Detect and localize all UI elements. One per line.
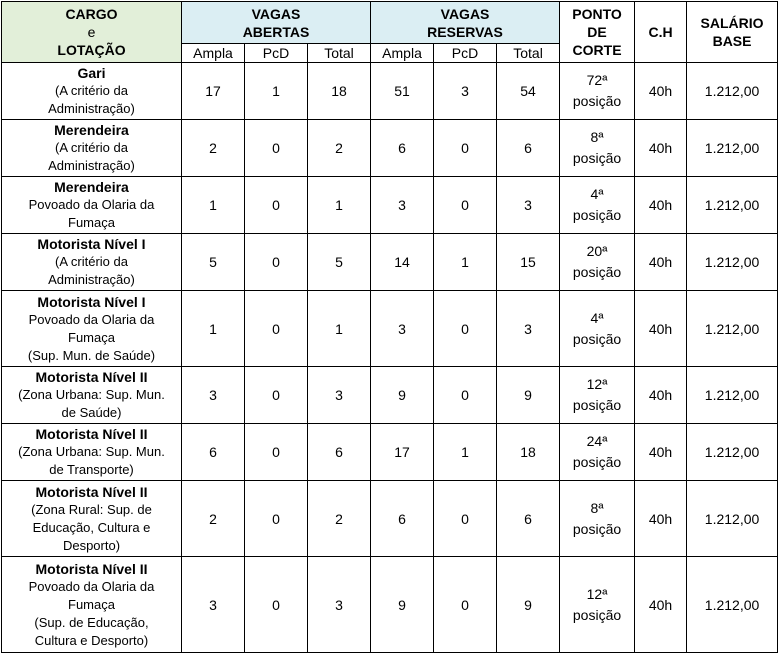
table-row [2, 367, 778, 424]
cell-ponto-corte [560, 234, 635, 291]
cell-ab-pcd: 1 [245, 63, 308, 120]
cell-res-pcd: 3 [434, 63, 497, 120]
cell-cargo [2, 120, 182, 177]
header-ponto-line3: CORTE [572, 42, 622, 58]
cell-res-total: 9 [497, 367, 560, 424]
cell-ponto-corte [560, 481, 635, 557]
cell-ab-total: 2 [308, 481, 371, 557]
cargo-name: Motorista Nível II [35, 426, 148, 442]
cell-ab-total: 1 [308, 177, 371, 234]
header-vagas-abertas-line2: ABERTAS [242, 23, 310, 40]
ponto-corte-line: posição [572, 454, 622, 470]
table-row [2, 234, 778, 291]
cargo-name: Gari [77, 65, 106, 81]
ponto-corte-line: 12ª [586, 585, 608, 602]
cell-ch: 40h [635, 481, 687, 557]
header-vagas-reservas-line1: VAGAS [440, 5, 490, 22]
table-row [2, 63, 778, 120]
cell-ab-ampla: 3 [182, 557, 245, 653]
cell-res-ampla: 3 [371, 177, 434, 234]
cargo-name: Merendeira [54, 179, 129, 195]
cell-res-ampla: 6 [371, 120, 434, 177]
cell-ab-pcd: 0 [245, 367, 308, 424]
header-ponto-line1: PONTO [572, 6, 622, 22]
cargo-lotacao-line: de Saúde) [61, 405, 122, 420]
cargo-lotacao-line: Fumaça [68, 329, 115, 345]
cell-salario: 1.212,00 [687, 424, 778, 481]
cargo-lotacao-line: de Transporte) [49, 462, 134, 477]
ponto-corte-line: posição [572, 207, 622, 223]
cell-res-ampla: 17 [371, 424, 434, 481]
ponto-corte-line: 4ª [590, 309, 604, 326]
cargo-lotacao-line: (Sup. de Educação, [34, 614, 149, 630]
cell-ch: 40h [635, 367, 687, 424]
cell-salario: 1.212,00 [687, 367, 778, 424]
table-row [2, 557, 778, 653]
header-cargo-line1: CARGO [65, 6, 118, 22]
cargo-lotacao-line: Administração) [48, 272, 135, 287]
cell-ab-ampla: 5 [182, 234, 245, 291]
cell-cargo [2, 63, 182, 120]
cell-res-ampla: 6 [371, 481, 434, 557]
cell-ab-total: 2 [308, 120, 371, 177]
header-reservas-total: Total [497, 44, 560, 63]
header-cargo-line2: e [87, 24, 96, 40]
cargo-lotacao-line: Povoado da Olaria da [28, 578, 155, 594]
cell-ch: 40h [635, 557, 687, 653]
cargo-lotacao-line: Cultura e Desporto) [34, 632, 149, 648]
cargo-lotacao-line: Povoado da Olaria da [28, 197, 155, 212]
header-salario-line2: BASE [712, 33, 752, 49]
cell-ponto-corte [560, 177, 635, 234]
header-vagas-abertas-line1: VAGAS [251, 5, 301, 22]
cell-ch: 40h [635, 234, 687, 291]
cell-res-total: 6 [497, 481, 560, 557]
cell-res-ampla: 51 [371, 63, 434, 120]
cell-ab-ampla: 3 [182, 367, 245, 424]
cargo-lotacao-line: (Zona Urbana: Sup. Mun. [18, 387, 165, 402]
header-vagas-reservas [371, 2, 560, 44]
header-reservas-pcd: PcD [434, 44, 497, 63]
cell-res-total: 3 [497, 291, 560, 367]
header-ponto-corte [560, 2, 635, 63]
cell-ab-total: 1 [308, 291, 371, 367]
cargo-lotacao-line: Fumaça [68, 596, 115, 612]
table-row [2, 177, 778, 234]
cell-ponto-corte [560, 120, 635, 177]
header-vagas-reservas-line2: RESERVAS [427, 23, 503, 40]
cargo-lotacao-line: Povoado da Olaria da [28, 311, 155, 327]
cell-res-pcd: 0 [434, 481, 497, 557]
ponto-corte-line: posição [572, 606, 622, 623]
cell-ab-pcd: 0 [245, 291, 308, 367]
ponto-corte-line: 20ª [586, 243, 608, 259]
cell-res-ampla: 3 [371, 291, 434, 367]
cell-ab-ampla: 17 [182, 63, 245, 120]
table-row [2, 481, 778, 557]
ponto-corte-line: 8ª [590, 129, 604, 145]
header-abertas-ampla: Ampla [182, 44, 245, 63]
ponto-corte-line: posição [572, 264, 622, 280]
table-row [2, 424, 778, 481]
cargo-name: Motorista Nível II [35, 560, 148, 577]
table-row [2, 120, 778, 177]
cargo-lotacao-line: Administração) [48, 158, 135, 173]
ponto-corte-line: 24ª [586, 433, 608, 449]
cell-ab-pcd: 0 [245, 120, 308, 177]
cell-cargo [2, 481, 182, 557]
ponto-corte-line: posição [572, 150, 622, 166]
header-vagas-abertas [182, 2, 371, 44]
cell-ch: 40h [635, 177, 687, 234]
cell-ch: 40h [635, 424, 687, 481]
cargo-lotacao-line: Educação, Cultura e [32, 519, 151, 535]
cell-ponto-corte [560, 367, 635, 424]
cargo-lotacao-line: (Sup. Mun. de Saúde) [27, 347, 156, 363]
cell-cargo [2, 291, 182, 367]
cell-salario: 1.212,00 [687, 63, 778, 120]
cell-ab-total: 18 [308, 63, 371, 120]
header-cargo-line3: LOTAÇÃO [57, 42, 126, 58]
cargo-name: Motorista Nível II [35, 369, 148, 385]
cell-res-ampla: 14 [371, 234, 434, 291]
ponto-corte-line: 72ª [586, 72, 608, 88]
cell-res-total: 15 [497, 234, 560, 291]
cell-ponto-corte [560, 557, 635, 653]
cell-ponto-corte [560, 63, 635, 120]
cell-ab-pcd: 0 [245, 177, 308, 234]
cell-res-total: 18 [497, 424, 560, 481]
cell-ab-pcd: 0 [245, 424, 308, 481]
cell-res-pcd: 1 [434, 234, 497, 291]
cell-ab-ampla: 2 [182, 481, 245, 557]
ponto-corte-line: 4ª [590, 186, 604, 202]
cargo-lotacao-line: (A critério da [55, 254, 128, 269]
cargo-lotacao-line: (A critério da [55, 83, 128, 98]
cell-res-pcd: 0 [434, 120, 497, 177]
cell-res-ampla: 9 [371, 367, 434, 424]
cell-res-total: 6 [497, 120, 560, 177]
header-abertas-total: Total [308, 44, 371, 63]
cargo-lotacao-line: Desporto) [62, 537, 121, 553]
cell-salario: 1.212,00 [687, 557, 778, 653]
cargo-name: Motorista Nível II [35, 483, 148, 500]
cell-ab-total: 3 [308, 367, 371, 424]
cell-res-ampla: 9 [371, 557, 434, 653]
cell-cargo [2, 424, 182, 481]
cargo-name: Merendeira [54, 122, 129, 138]
cell-salario: 1.212,00 [687, 177, 778, 234]
cell-ab-pcd: 0 [245, 234, 308, 291]
cell-ab-total: 6 [308, 424, 371, 481]
cell-ab-total: 5 [308, 234, 371, 291]
header-abertas-pcd: PcD [245, 44, 308, 63]
ponto-corte-line: posição [572, 520, 622, 537]
cargo-lotacao-line: (A critério da [55, 140, 128, 155]
cell-cargo [2, 234, 182, 291]
cell-ab-ampla: 1 [182, 291, 245, 367]
header-salario [687, 2, 778, 63]
ponto-corte-line: 8ª [590, 499, 604, 516]
cell-ch: 40h [635, 63, 687, 120]
cell-salario: 1.212,00 [687, 234, 778, 291]
ponto-corte-line: posição [572, 93, 622, 109]
cell-res-pcd: 0 [434, 291, 497, 367]
cell-cargo [2, 367, 182, 424]
cell-res-pcd: 0 [434, 367, 497, 424]
cargo-lotacao-line: Administração) [48, 101, 135, 116]
header-salario-line1: SALÁRIO [700, 15, 764, 31]
cargo-name: Motorista Nível I [37, 293, 146, 310]
cell-ab-ampla: 6 [182, 424, 245, 481]
ponto-corte-line: 12ª [586, 376, 608, 392]
header-ch: C.H [635, 2, 687, 63]
cell-cargo [2, 557, 182, 653]
cell-res-total: 9 [497, 557, 560, 653]
cell-ch: 40h [635, 120, 687, 177]
cell-ab-ampla: 2 [182, 120, 245, 177]
table-body [2, 63, 778, 653]
cargo-name: Motorista Nível I [37, 236, 146, 252]
header-ponto-line2: DE [587, 24, 607, 40]
cell-ab-total: 3 [308, 557, 371, 653]
cell-salario: 1.212,00 [687, 481, 778, 557]
cell-cargo [2, 177, 182, 234]
cell-ab-ampla: 1 [182, 177, 245, 234]
cell-res-pcd: 0 [434, 557, 497, 653]
ponto-corte-line: posição [572, 330, 622, 347]
table-row [2, 291, 778, 367]
vagas-table [1, 1, 778, 653]
cell-salario: 1.212,00 [687, 291, 778, 367]
cargo-lotacao-line: (Zona Urbana: Sup. Mun. [18, 444, 165, 459]
header-cargo [2, 2, 182, 63]
ponto-corte-line: posição [572, 397, 622, 413]
cell-ch: 40h [635, 291, 687, 367]
cell-ab-pcd: 0 [245, 557, 308, 653]
cell-res-pcd: 0 [434, 177, 497, 234]
cargo-lotacao-line: (Zona Rural: Sup. de [31, 501, 152, 517]
cell-res-total: 3 [497, 177, 560, 234]
header-reservas-ampla: Ampla [371, 44, 434, 63]
cell-res-pcd: 1 [434, 424, 497, 481]
cell-ponto-corte [560, 424, 635, 481]
cargo-lotacao-line: Fumaça [68, 215, 115, 230]
cell-ponto-corte [560, 291, 635, 367]
cell-ab-pcd: 0 [245, 481, 308, 557]
cell-salario: 1.212,00 [687, 120, 778, 177]
cell-res-total: 54 [497, 63, 560, 120]
